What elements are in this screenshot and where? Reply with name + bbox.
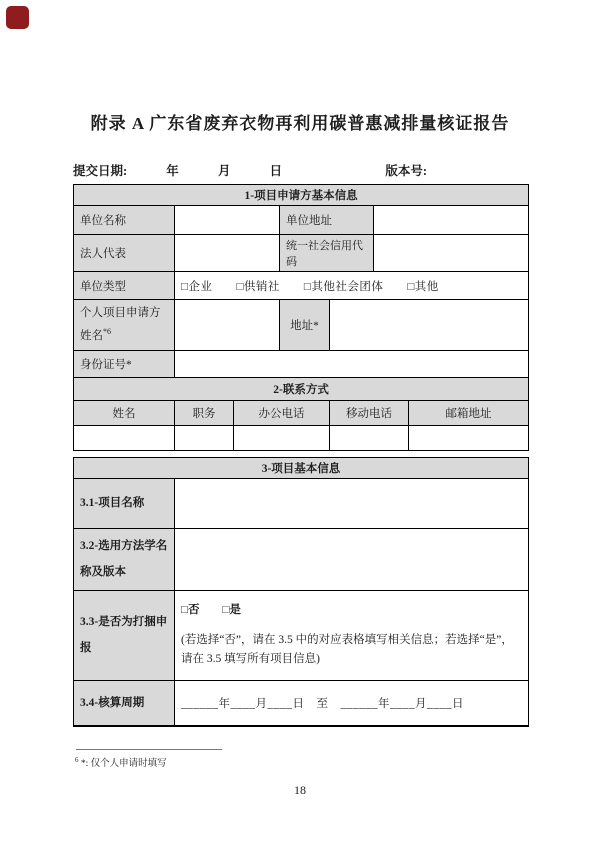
date-month-label: 月 [217, 164, 231, 178]
date-day-label: 日 [269, 164, 283, 178]
project-name-label: 3.1-项目名称 [74, 478, 175, 528]
bundling-note: (若选择“否”，请在 3.5 中的对应表格填写相关信息；若选择“是”，请在 3.5 填写所有项目信息) [181, 634, 513, 666]
page-title: 附录 A 广东省废弃衣物再利用碳普惠减排量核证报告 [90, 114, 510, 133]
section1-header: 1-项目申请方基本信息 [74, 185, 529, 206]
section2-header: 2-联系方式 [74, 377, 529, 400]
section3-header: 3-项目基本信息 [74, 457, 529, 478]
accounting-period-value[interactable]: ______年____月____日 至 ______年____月____日 [175, 680, 529, 726]
individual-name-label [74, 300, 175, 351]
individual-name-value-cell[interactable] [175, 300, 280, 351]
contact-mobile-phone-value-cell[interactable] [330, 425, 409, 450]
credit-code-label: 统一社会信用代码 [280, 235, 374, 272]
methodology-value-cell[interactable] [175, 528, 529, 590]
accounting-period-label: 3.4-核算周期 [74, 680, 175, 726]
unit-type-options[interactable]: □企业 □供销社 □其他社会团体 □其他 [175, 272, 529, 300]
legal-rep-label: 法人代表 [74, 235, 175, 272]
submit-date-label: 提交日期: [73, 164, 128, 178]
legal-rep-value-cell[interactable] [175, 235, 280, 272]
footnote-text: *: 仅个人申请时填写 [80, 759, 167, 770]
submit-date-line [73, 163, 282, 179]
id-number-value-cell[interactable] [175, 350, 529, 377]
footnote-marker: 6 [75, 756, 79, 765]
contact-position-value-cell[interactable] [175, 425, 234, 450]
unit-address-label: 单位地址 [280, 206, 374, 235]
contact-col-email: 邮箱地址 [409, 400, 529, 425]
bundling-label: 3.3-是否为打捆申报 [74, 590, 175, 680]
contact-email-value-cell[interactable] [409, 425, 529, 450]
footnote [75, 755, 600, 769]
applicant-info-table [73, 184, 529, 451]
date-year-label: 年 [166, 164, 179, 178]
project-info-table [73, 457, 529, 728]
footnote-separator-rule [76, 749, 222, 750]
bundling-options[interactable]: □否 □是 [181, 604, 241, 617]
address-value-cell[interactable] [330, 300, 529, 351]
contact-col-name: 姓名 [74, 400, 175, 425]
unit-name-value-cell[interactable] [175, 206, 280, 235]
id-number-label: 身份证号* [74, 350, 175, 377]
page-number: 18 [294, 783, 306, 798]
unit-type-label: 单位类型 [74, 272, 175, 300]
unit-address-value-cell[interactable] [374, 206, 529, 235]
unit-name-label: 单位名称 [74, 206, 175, 235]
project-name-value-cell[interactable] [175, 478, 529, 528]
contact-office-phone-value-cell[interactable] [234, 425, 330, 450]
credit-code-value-cell[interactable] [374, 235, 529, 272]
individual-name-text: 个人项目申请方姓名 [80, 307, 161, 343]
meta-row [73, 163, 528, 179]
contact-col-position: 职务 [175, 400, 234, 425]
individual-name-footnote-marker: *6 [103, 327, 111, 337]
contact-col-mobile-phone: 移动电话 [330, 400, 409, 425]
red-app-icon [6, 6, 29, 29]
address-label: 地址* [280, 300, 330, 351]
version-label: 版本号: [385, 164, 427, 178]
contact-name-value-cell[interactable] [74, 425, 175, 450]
bundling-value-cell[interactable] [175, 590, 529, 680]
contact-col-office-phone: 办公电话 [234, 400, 330, 425]
methodology-label: 3.2-选用方法学名称及版本 [74, 528, 175, 590]
